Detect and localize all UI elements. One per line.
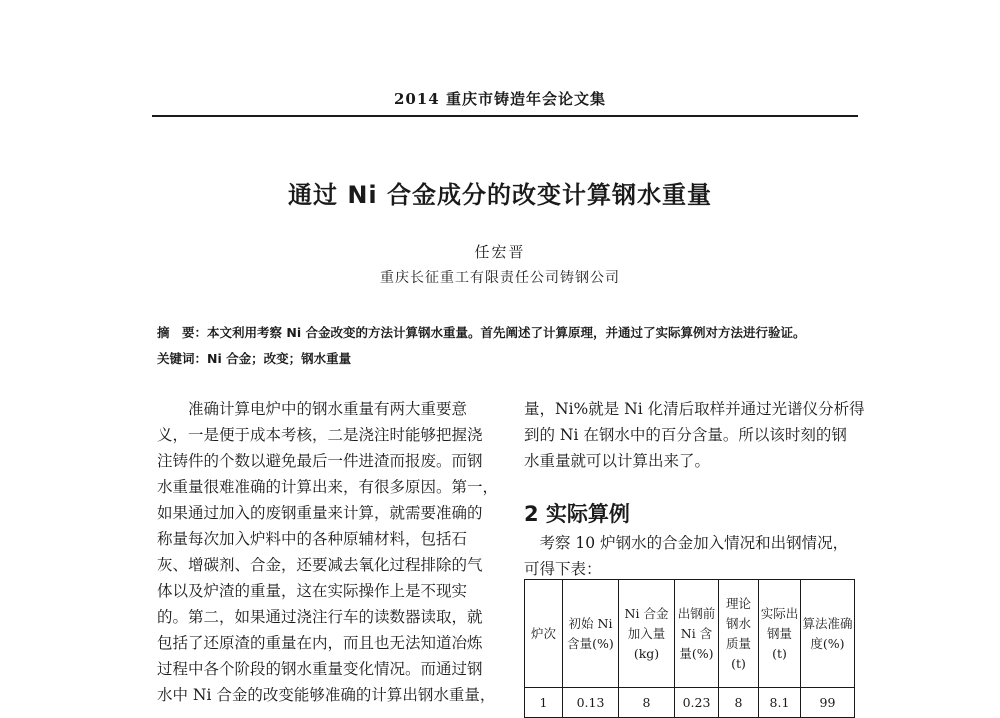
abstract: 摘 要：本文利用考察 Ni 合金改变的方法计算钢水重量。首先阐述了计算原理，并通过了实际算例对方法进行验证。 <box>157 325 806 340</box>
body-right-column <box>524 396 864 474</box>
section-intro <box>524 530 864 582</box>
table-header-cell: 理论钢水质量(t) <box>719 580 759 688</box>
author-name: 任宏晋 <box>474 243 526 261</box>
body-line: 到的 Ni 在钢水中的百分含量。所以该时刻的钢 <box>524 426 847 444</box>
table-cell: 99 <box>801 688 855 718</box>
body-line: 可得下表： <box>524 560 602 578</box>
body-line: 如果通过加入的废钢重量来计算，就需要准确的 <box>157 504 483 522</box>
table-cell: 8 <box>719 688 759 718</box>
table-cell: 0.13 <box>563 688 619 718</box>
body-line: 过程中各个阶段的钢水重量变化情况。而通过钢 <box>157 660 483 678</box>
body-line: 义，一是便于成本考核，二是浇注时能够把握浇 <box>157 426 483 444</box>
body-line: 水中 Ni 合金的改变能够准确的计算出钢水重量， <box>157 686 496 704</box>
body-line: 量，Ni%就是 Ni 化清后取样并通过光谱仪分析得 <box>524 400 865 418</box>
body-line: 称量每次加入炉料中的各种原辅材料，包括石 <box>157 530 468 548</box>
keywords: 关键词：Ni 合金；改变；钢水重量 <box>157 351 352 366</box>
body-line: 考察 10 炉钢水的合金加入情况和出钢情况， <box>539 534 849 552</box>
header-rule <box>152 115 858 117</box>
table-cell: 8 <box>619 688 675 718</box>
section-heading: 2 实际算例 <box>524 502 630 526</box>
table-header-cell: 出钢前 Ni 含量(%) <box>675 580 719 688</box>
table-cell: 1 <box>525 688 563 718</box>
body-line: 包括了还原渣的重量在内，而且也无法知道冶炼 <box>157 634 483 652</box>
paper-title: 通过 Ni 合金成分的改变计算钢水重量 <box>287 181 713 209</box>
table-header-row <box>525 580 855 688</box>
table-header-cell: 炉次 <box>525 580 563 688</box>
table-header-cell: Ni 合金加入量(kg) <box>619 580 675 688</box>
body-line: 注铸件的个数以避免最后一件进渣而报废。而钢 <box>157 452 483 470</box>
body-line: 水重量很难准确的计算出来，有很多原因。第一， <box>157 478 499 496</box>
body-line: 灰、增碳剂、合金，还要减去氧化过程排除的气 <box>157 556 483 574</box>
body-line: 体以及炉渣的重量，这在实际操作上是不现实 <box>157 582 468 600</box>
body-line: 准确计算电炉中的钢水重量有两大重要意 <box>188 400 468 418</box>
table-header-cell: 算法准确度(%) <box>801 580 855 688</box>
body-left-column <box>157 396 497 708</box>
table-cell: 8.1 <box>759 688 801 718</box>
body-line: 的。第二，如果通过浇注行车的读数器读取，就 <box>157 608 483 626</box>
running-head: 2014 重庆市铸造年会论文集 <box>394 90 606 108</box>
results-table <box>524 579 855 718</box>
table-header-cell: 初始 Ni 含量(%) <box>563 580 619 688</box>
author-affiliation: 重庆长征重工有限责任公司铸钢公司 <box>380 270 620 286</box>
table-header-cell: 实际出钢量(t) <box>759 580 801 688</box>
body-line: 水重量就可以计算出来了。 <box>524 452 711 470</box>
table-cell: 0.23 <box>675 688 719 718</box>
